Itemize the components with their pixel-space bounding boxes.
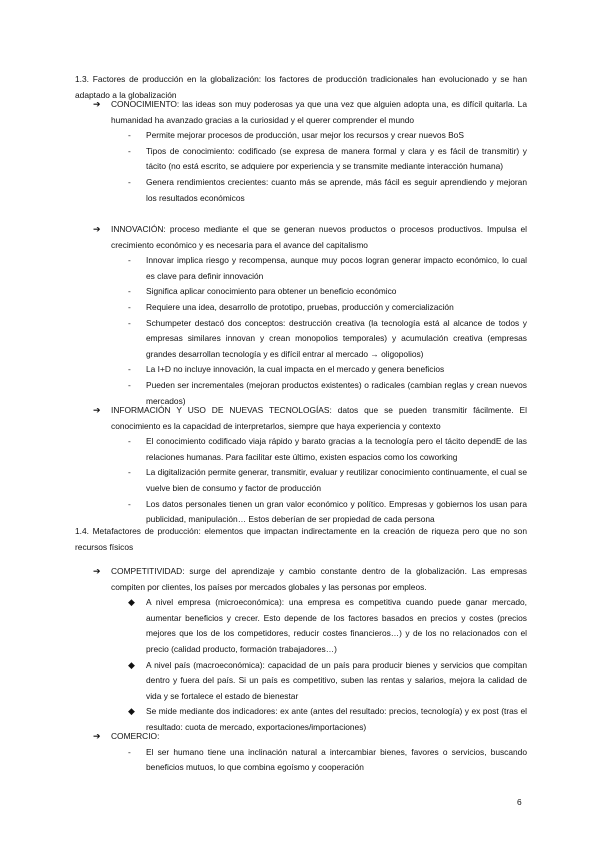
dash-icon: - bbox=[128, 436, 131, 447]
dash-icon: - bbox=[128, 176, 131, 187]
bullet-list bbox=[93, 253, 527, 409]
topic-informacion bbox=[93, 403, 527, 528]
list-item bbox=[128, 144, 527, 175]
list-item-text: El ser humano tiene una inclinación natural a intercambiar bienes, favores o servicios, buscando beneficios mutuos, lo que combina egoísmo y cooperación bbox=[146, 746, 527, 773]
section-1-3-title: 1.3. Factores de producción en la globalización: los factores de producción tradicionales han evolucionado y se han adaptado a la globalización bbox=[75, 74, 527, 100]
list-item-text: Pueden ser incrementales (mejoran productos existentes) o radicales (cambian reglas y crean nuevos mercados) bbox=[146, 379, 527, 406]
arrow-icon: ➔ bbox=[93, 405, 101, 415]
dash-icon: - bbox=[128, 145, 131, 156]
topic-comercio bbox=[93, 729, 527, 776]
list-item bbox=[128, 595, 527, 657]
topic-heading: COMPETITIVIDAD: surge del aprendizaje y cambio constante dentro de la globalización. Las empresas compiten por clientes, los países por mercados globales y las personas por empleos. bbox=[111, 566, 527, 592]
dash-icon: - bbox=[128, 130, 131, 141]
list-item bbox=[128, 316, 527, 363]
list-item bbox=[128, 175, 527, 206]
list-item-text: Tipos de conocimiento: codificado (se expresa de manera formal y clara y es fácil de transmitir) y tácito (no está escrito, se adquiere por experiencia y se transmite mediante interacción humana) bbox=[146, 145, 527, 172]
list-item-text: Genera rendimientos crecientes: cuanto más se aprende, más fácil es seguir aprendiendo y mejoran los resultados económicos bbox=[146, 176, 527, 203]
topic-heading: INNOVACIÓN: proceso mediante el que se generan nuevos productos o procesos productivos. Impulsa el crecimiento económico y es necesaria para el avance del capitalismo bbox=[111, 224, 527, 250]
arrow-icon: ➔ bbox=[93, 224, 101, 234]
bullet-list bbox=[93, 595, 527, 735]
section-1-4-title: 1.4. Metafactores de producción: elementos que impactan indirectamente en la creación de riqueza pero que no son recursos físicos bbox=[75, 526, 527, 552]
list-item-text: Innovar implica riesgo y recompensa, aunque muy pocos logran generar impacto económico, lo cual es clave para definir innovación bbox=[146, 255, 527, 281]
bullet-list bbox=[93, 434, 527, 528]
list-item-text: A nivel país (macroeconómica): capacidad de un país para producir bienes y servicios que compitan dentro y fuera del país. Si un país es competitivo, suben las rentas y salarios, mejora la calidad de vida y se fortalece el estado de bienestar bbox=[146, 659, 527, 701]
dash-icon: - bbox=[128, 255, 131, 266]
topic-innovacion bbox=[93, 222, 527, 409]
list-item bbox=[128, 284, 527, 300]
list-item bbox=[128, 434, 527, 465]
list-item-text: Los datos personales tienen un gran valor económico y político. Empresas y gobiernos los usan para publicidad, manipulación… Estos deberían de ser propiedad de cada persona bbox=[146, 498, 527, 525]
arrow-icon: ➔ bbox=[93, 566, 101, 576]
list-item-text: La I+D no incluye innovación, la cual impacta en el mercado y genera beneficios bbox=[146, 364, 445, 375]
dash-icon: - bbox=[128, 317, 131, 328]
dash-icon: - bbox=[128, 467, 131, 478]
list-item bbox=[128, 362, 527, 378]
topic-heading: INFORMACIÓN Y USO DE NUEVAS TECNOLOGÍAS: datos que se pueden transmitir fácilmente. El conocimiento es la capacidad de interpretarlos, siempre que haya experiencia y contexto bbox=[111, 405, 527, 431]
list-item-text: Significa aplicar conocimiento para obtener un beneficio económico bbox=[146, 286, 397, 297]
dash-icon: - bbox=[128, 498, 131, 509]
list-item bbox=[128, 658, 527, 705]
topic-heading: COMERCIO: bbox=[111, 731, 160, 741]
list-item-text: El conocimiento codificado viaja rápido y barato gracias a la tecnología pero el tácito dependE de las relaciones humanas. Para facilitar este último, existen espacios como los coworking bbox=[146, 436, 527, 462]
dash-icon: - bbox=[128, 746, 131, 757]
list-item-text: Schumpeter destacó dos conceptos: destrucción creativa (la tecnología está al alcance de todos y empresas similares innovan y crean monopolios temporales) y acumulación creativa (empresas grandes desarrollan tecnología y es difícil entrar al mercado → oligopolios) bbox=[146, 317, 527, 359]
bullet-list bbox=[93, 128, 527, 206]
diamond-bullet-icon: ◆ bbox=[128, 706, 135, 717]
list-item-text: Permite mejorar procesos de producción, usar mejor los recursos y crear nuevos BoS bbox=[146, 130, 464, 141]
list-item bbox=[128, 253, 527, 284]
dash-icon: - bbox=[128, 301, 131, 312]
list-item-text: La digitalización permite generar, transmitir, evaluar y reutilizar conocimiento continuamente, el cual se vuelve bien de consumo y factor de producción bbox=[146, 467, 527, 493]
list-item-text: A nivel empresa (microeconómica): una empresa es competitiva cuando puede ganar mercado, aumentar beneficios y crecer. Esto depende de los factores basados en precios y costes (precios mejores que los de los competidores, reducir costes financieros…) y de los no relacionados con el precio (calidad producto, formación trabajadores…) bbox=[146, 597, 527, 654]
dash-icon: - bbox=[128, 364, 131, 375]
topic-competitividad bbox=[93, 564, 527, 736]
dash-icon: - bbox=[128, 379, 131, 390]
arrow-icon: ➔ bbox=[93, 731, 101, 741]
diamond-bullet-icon: ◆ bbox=[128, 597, 135, 608]
diamond-bullet-icon: ◆ bbox=[128, 659, 135, 670]
topic-heading: CONOCIMIENTO: las ideas son muy poderosas ya que una vez que alguien adopta una, es difícil quitarla. La humanidad ha avanzado gracias a la curiosidad y el querer comprender el mundo bbox=[111, 99, 527, 125]
list-item bbox=[128, 300, 527, 316]
page-number: 6 bbox=[517, 797, 522, 807]
list-item bbox=[128, 745, 527, 776]
list-item-text: Requiere una idea, desarrollo de prototipo, pruebas, producción y comercialización bbox=[146, 301, 454, 312]
list-item bbox=[128, 128, 527, 144]
topic-conocimiento bbox=[93, 97, 527, 206]
arrow-icon: ➔ bbox=[93, 99, 101, 109]
dash-icon: - bbox=[128, 286, 131, 297]
list-item-text: Se mide mediante dos indicadores: ex ante (antes del resultado: precios, tecnología) y ex post (tras el resultado: cuota de mercado, exportaciones/importaciones) bbox=[146, 706, 527, 732]
list-item bbox=[128, 465, 527, 496]
bullet-list bbox=[93, 745, 527, 776]
